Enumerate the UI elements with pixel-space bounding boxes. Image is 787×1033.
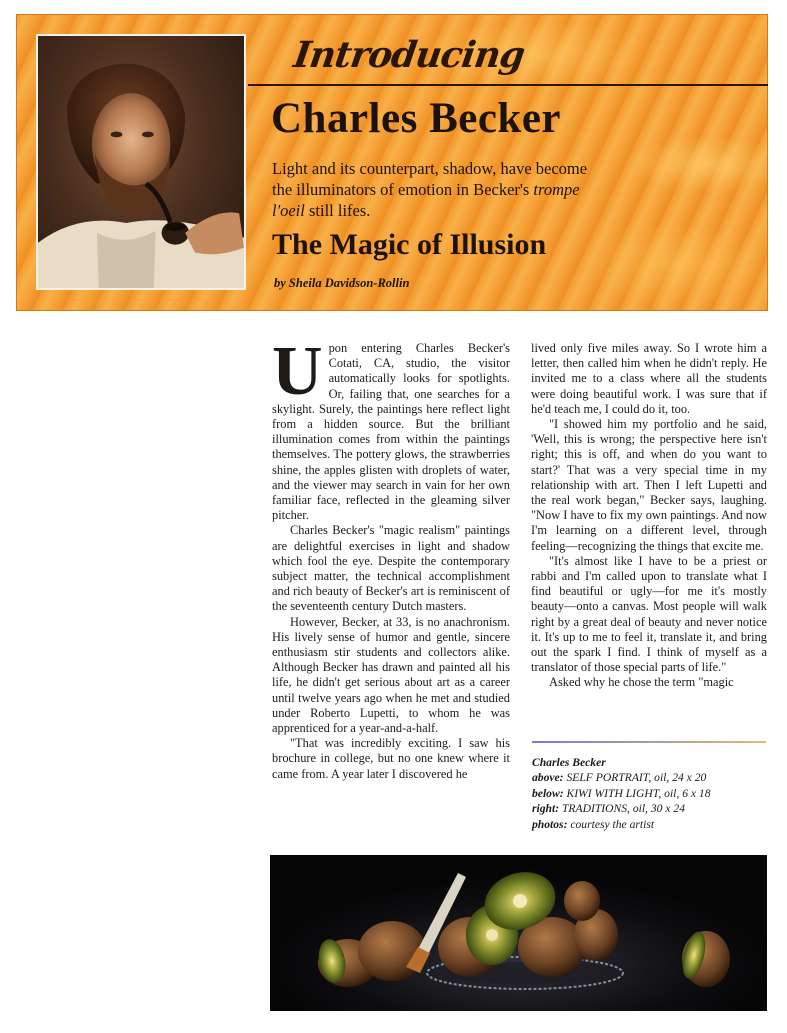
article-column-2: [531, 341, 767, 691]
deck-text: Light and its counterpart, shadow, have become the illuminators of emotion in Becker's trompe l'oeil still lifes.: [272, 159, 588, 220]
credits-title: Charles Becker: [532, 756, 606, 769]
paragraph: lived only five miles away. So I wrote him a letter, then called him when he didn't reply. He invited me to a class where all the students were doing beautiful work. I was sure that if he'd teach me, I could do it, too.: [531, 341, 767, 416]
credit-line: below: KIWI WITH LIGHT, oil, 6 x 18: [532, 786, 711, 800]
credit-line: photos: courtesy the artist: [532, 817, 655, 831]
paragraph: "It's almost like I have to be a priest or rabbi and I'm called upon to translate what I find beautiful or ugly—for me it's mostly beauty—onto a canvas. Most people will walk right by a great deal of beauty and never notice it. It's up to me to feel it, translate it, and bring out the spark I find. I think of myself as a translator of those special parts of life.": [531, 553, 767, 675]
credit-line: above: SELF PORTRAIT, oil, 24 x 20: [532, 771, 707, 785]
credit-line: right: TRADITIONS, oil, 30 x 24: [532, 802, 685, 816]
paragraph: Asked why he chose the term "magic: [549, 675, 734, 690]
article-title: The Magic of Illusion: [272, 228, 547, 261]
paragraph: "I showed him my portfolio and he said, 'Well, this is wrong; the perspective here isn't right; this is off, and when do you want to start?' That was a very special time in my relationship with art. Then I left Lupetti and the real work began," Becker says, laughing. "Now I have to fix my own paintings. And now I'm learning on a different level, through feeling—recognizing the things that excite me.: [531, 417, 767, 553]
image-credits: [532, 755, 766, 832]
paragraph: However, Becker, at 33, is no anachronism. His lively sense of humor and gentle, sincere enthusiasm stir students and collectors alike. Although Becker has drawn and painted all his life, he didn't get serious about art as a career until twelve years ago when he met and studied under Roberto Lupetti, to whom he was apprenticed for a year-and-a-half.: [272, 614, 510, 736]
self-portrait-image: [36, 34, 246, 290]
paragraph: Upon entering Charles Becker's Cotati, CA, studio, the visitor automatically looks for spotlights. Or, failing that, one searches for a skylight. Surely, the paintings here reflect light from a hidden source. But the brilliant illumination comes from within the paintings themselves. The pottery glows, the strawberries shine, the apples glisten with droplets of water, and the viewer may search in vain for her own familiar face, reflected in the gleaming silver pitcher.: [272, 333, 510, 523]
kicker-rule: [248, 84, 768, 86]
credits-rule: [532, 741, 766, 743]
byline: by Sheila Davidson-Rollin: [274, 276, 410, 290]
kiwi-with-light-painting: [270, 855, 767, 1011]
artist-name-heading: Charles Becker: [271, 95, 562, 142]
header-banner: [16, 14, 768, 311]
paragraph: "That was incredibly exciting. I saw his brochure in college, but no one knew where it came from. A year later I discovered he: [272, 736, 510, 781]
kicker-text: Introducing: [291, 34, 527, 76]
article-column-1: [272, 333, 510, 782]
paragraph: Charles Becker's "magic realism" paintings are delightful exercises in light and shadow which fool the eye. Despite the contemporary subject matter, the technical accomplishment and rich beauty of Becker's art is reminiscent of the seventeenth century Dutch masters.: [272, 523, 510, 614]
drop-cap: U: [272, 333, 323, 410]
